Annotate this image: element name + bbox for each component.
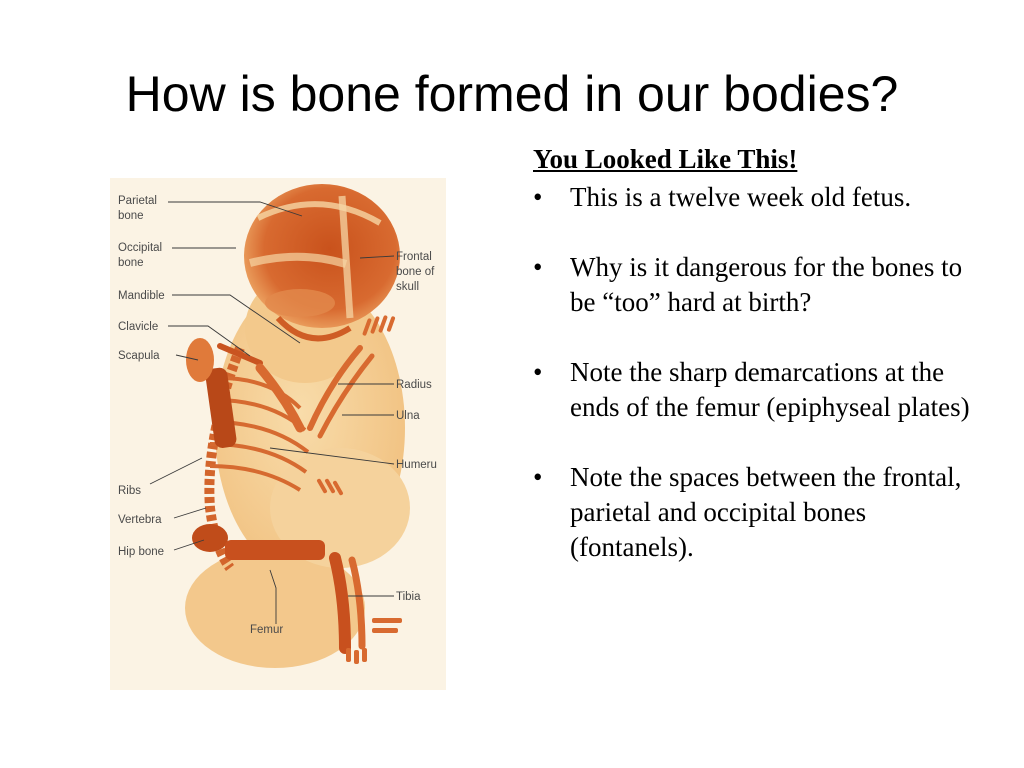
bullet-item — [533, 250, 973, 320]
bullet-text: Note the sharp demarcations at the ends of the femur (epiphyseal plates) — [570, 357, 970, 422]
bullet-marker: • — [533, 252, 543, 282]
subheading: You Looked Like This! — [533, 144, 798, 174]
label-scapula: Scapula — [118, 350, 160, 362]
label-occipital-line1: Occipital — [118, 242, 163, 254]
fetus-skeleton-figure — [110, 178, 446, 690]
bullet-item — [533, 180, 973, 215]
bullet-text: Note the spaces between the frontal, parietal and occipital bones (fontanels). — [570, 462, 962, 562]
label-frontal-line1: Frontal — [396, 251, 432, 263]
label-humerus: Humeru — [396, 459, 437, 471]
bullet-marker: • — [533, 182, 543, 212]
bullet-text: This is a twelve week old fetus. — [570, 182, 912, 212]
label-vertebra: Vertebra — [118, 514, 162, 526]
fetus-skeleton-image — [110, 178, 446, 690]
label-hip-bone: Hip bone — [118, 546, 165, 558]
label-clavicle: Clavicle — [118, 321, 159, 333]
label-frontal-line2: bone of — [396, 266, 435, 278]
bullet-list — [533, 180, 973, 565]
bullet-item — [533, 460, 973, 565]
bullet-marker: • — [533, 357, 543, 387]
label-frontal-line3: skull — [396, 281, 420, 293]
label-ribs: Ribs — [118, 485, 142, 497]
label-tibia: Tibia — [396, 591, 421, 603]
label-occipital-line2: bone — [118, 257, 144, 269]
label-parietal-line1: Parietal — [118, 195, 157, 207]
slide-title: How is bone formed in our bodies? — [125, 66, 899, 122]
bullet-marker: • — [533, 462, 543, 492]
bullet-text: Why is it dangerous for the bones to be “too” hard at birth? — [570, 252, 963, 317]
label-radius: Radius — [396, 379, 432, 391]
label-ulna: Ulna — [396, 410, 420, 422]
label-parietal-line2: bone — [118, 210, 144, 222]
bullet-item — [533, 355, 973, 425]
label-femur: Femur — [250, 624, 284, 636]
slide-content — [533, 142, 973, 600]
label-mandible: Mandible — [118, 290, 165, 302]
